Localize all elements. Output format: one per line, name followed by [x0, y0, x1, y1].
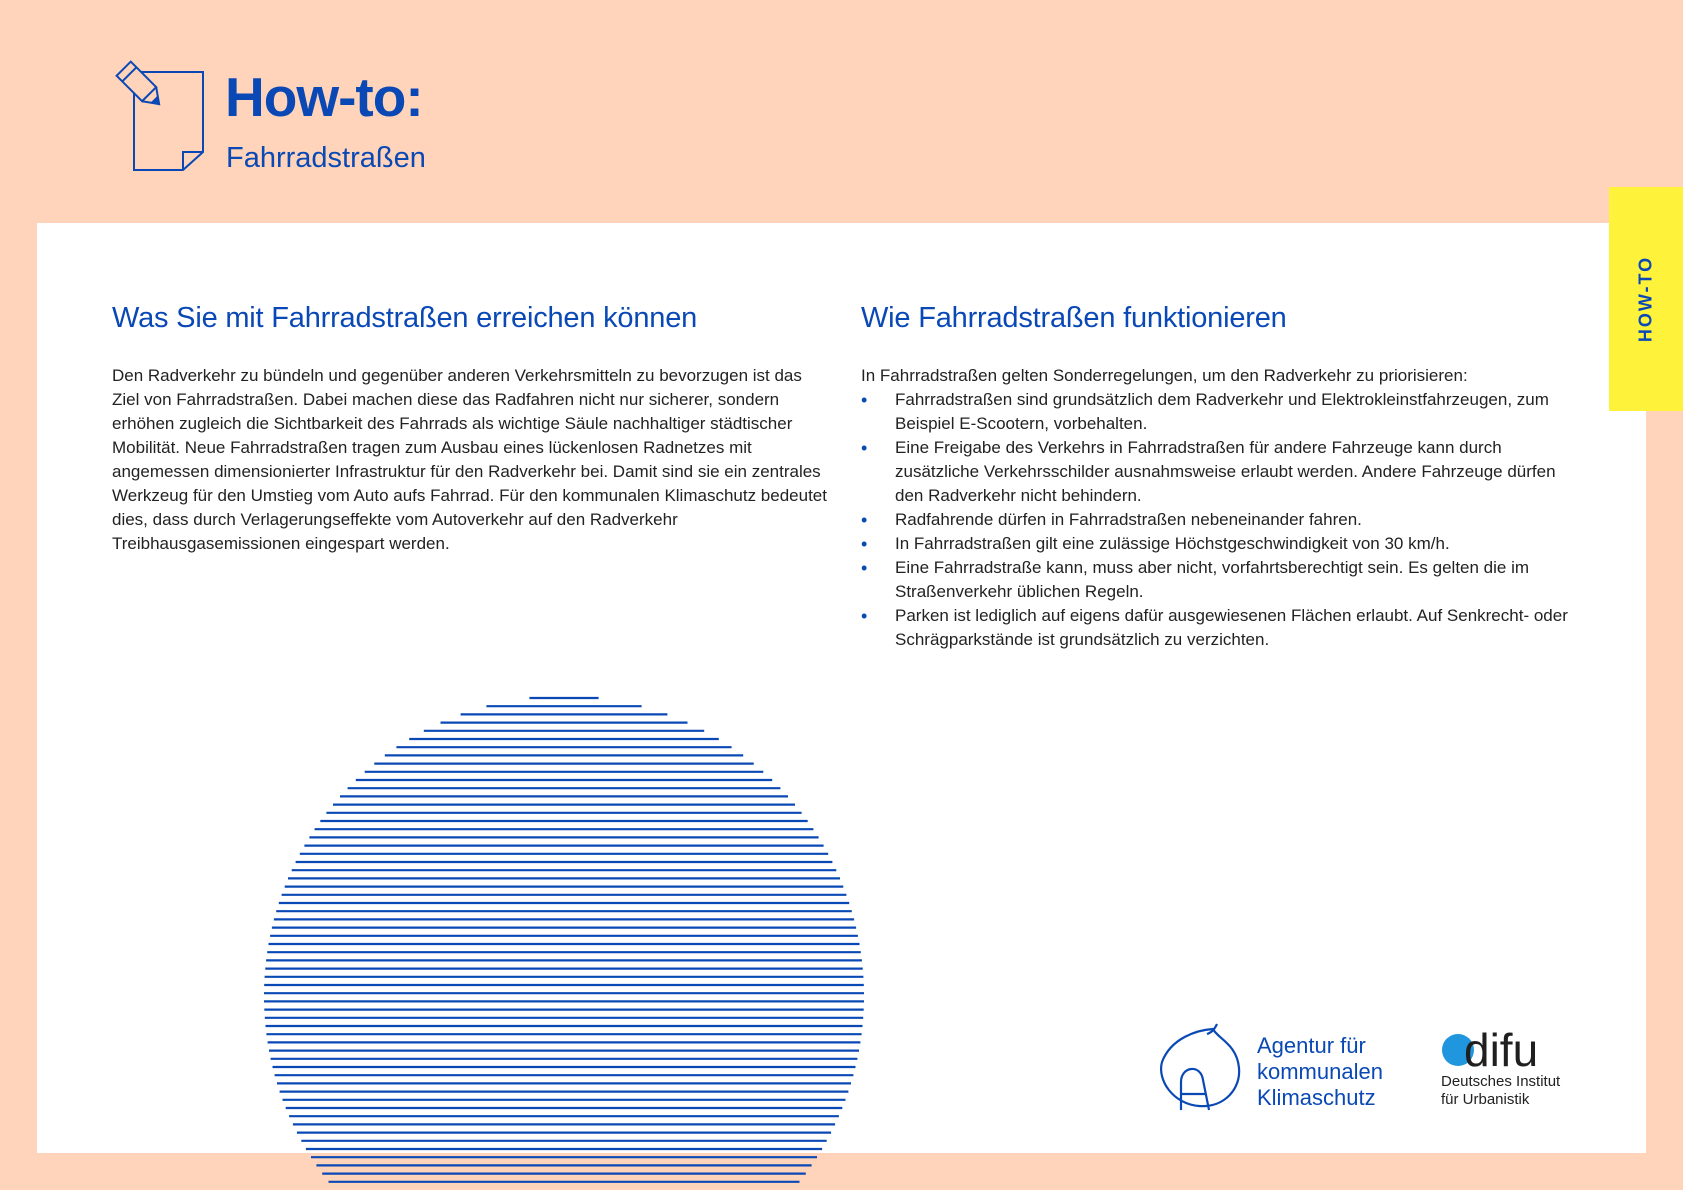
- list-item: • In Fahrradstraßen gilt eine zulässige Höchstgeschwindigkeit von 30 km/h.: [861, 534, 1450, 554]
- akk-line-3: Klimaschutz: [1257, 1085, 1376, 1110]
- difu-line-1: Deutsches Institut: [1441, 1073, 1561, 1090]
- list-item: • Eine Fahrradstraße kann, muss aber nicht, vorfahrtsberechtigt sein. Es gelten die im Straßenverkehr üblichen Regeln.: [861, 558, 1530, 601]
- bullet-icon: •: [861, 558, 868, 578]
- akk-line-1: Agentur für: [1257, 1033, 1366, 1058]
- rules-list: [861, 388, 1581, 652]
- bullet-icon: •: [861, 534, 868, 554]
- bullet-icon: •: [861, 390, 868, 410]
- bullet-icon: •: [861, 510, 868, 530]
- page-subtitle: Fahrradstraßen: [226, 142, 426, 174]
- list-item: • Parken ist lediglich auf eigens dafür ausgewiesenen Flächen erlaubt. Auf Senkrecht- oder Schrägparkstände ist grundsätzlich zu verzichten.: [861, 606, 1568, 649]
- akk-name: [1257, 1033, 1383, 1111]
- page-title: How-to:: [225, 66, 423, 128]
- bullet-icon: •: [861, 606, 868, 626]
- rules-heading: Wie Fahrradstraßen funktionieren: [861, 302, 1287, 334]
- list-item: • Radfahrende dürfen in Fahrradstraßen nebeneinander fahren.: [861, 510, 1362, 530]
- goals-heading: Was Sie mit Fahrradstraßen erreichen können: [112, 302, 698, 334]
- difu-line-2: für Urbanistik: [1441, 1091, 1530, 1108]
- difu-logo-icon: [1440, 1020, 1540, 1070]
- difu-name: [1441, 1073, 1560, 1109]
- rules-intro: In Fahrradstraßen gelten Sonderregelungen, um den Radverkehr zu priorisieren:: [861, 366, 1468, 385]
- akk-logo-icon: [1157, 1022, 1243, 1112]
- rules-section: [861, 298, 1581, 652]
- bullet-icon: •: [861, 438, 868, 458]
- difu-wordmark: difu: [1464, 1024, 1539, 1070]
- document-pencil-icon: [110, 56, 210, 176]
- goals-body: Den Radverkehr zu bündeln und gegenüber anderen Verkehrsmitteln zu bevorzugen ist das Ziel von Fahrradstraßen. Dabei machen diese das Radfahren nicht nur sicherer, sondern erhöhen zugleich die Sichtbarkeit des Fahrrads als wichtige Säule nachhaltiger städtischer Mobilität. Neue Fahrradstraßen tragen zum Ausbau eines lückenlosen Radnetzes mit angemessen dimensionierter Infrastruktur für den Radverkehr bei. Damit sind sie ein zentrales Werkzeug für den Umstieg vom Auto aufs Fahrrad. Für den kommunalen Klimaschutz bedeutet dies, dass durch Verlagerungseffekte vom Autoverkehr auf den Radverkehr Treibhausgasemissionen eingespart werden.: [112, 366, 827, 553]
- striped-sphere-illustration: [263, 696, 865, 1190]
- list-item: • Fahrradstraßen sind grundsätzlich dem Radverkehr und Elektrokleinstfahrzeugen, zum Beispiel E-Scootern, vorbehalten.: [861, 390, 1549, 433]
- tab-label: HOW-TO: [1635, 255, 1656, 343]
- akk-line-2: kommunalen: [1257, 1059, 1383, 1084]
- goals-section: [112, 298, 827, 556]
- how-to-tab: [1609, 187, 1683, 411]
- list-item: • Eine Freigabe des Verkehrs in Fahrradstraßen für andere Fahrzeuge kann durch zusätzliche Verkehrsschilder ausnahmsweise erlaubt werden. Andere Fahrzeuge dürfen den Radverkehr nicht behindern.: [861, 438, 1556, 505]
